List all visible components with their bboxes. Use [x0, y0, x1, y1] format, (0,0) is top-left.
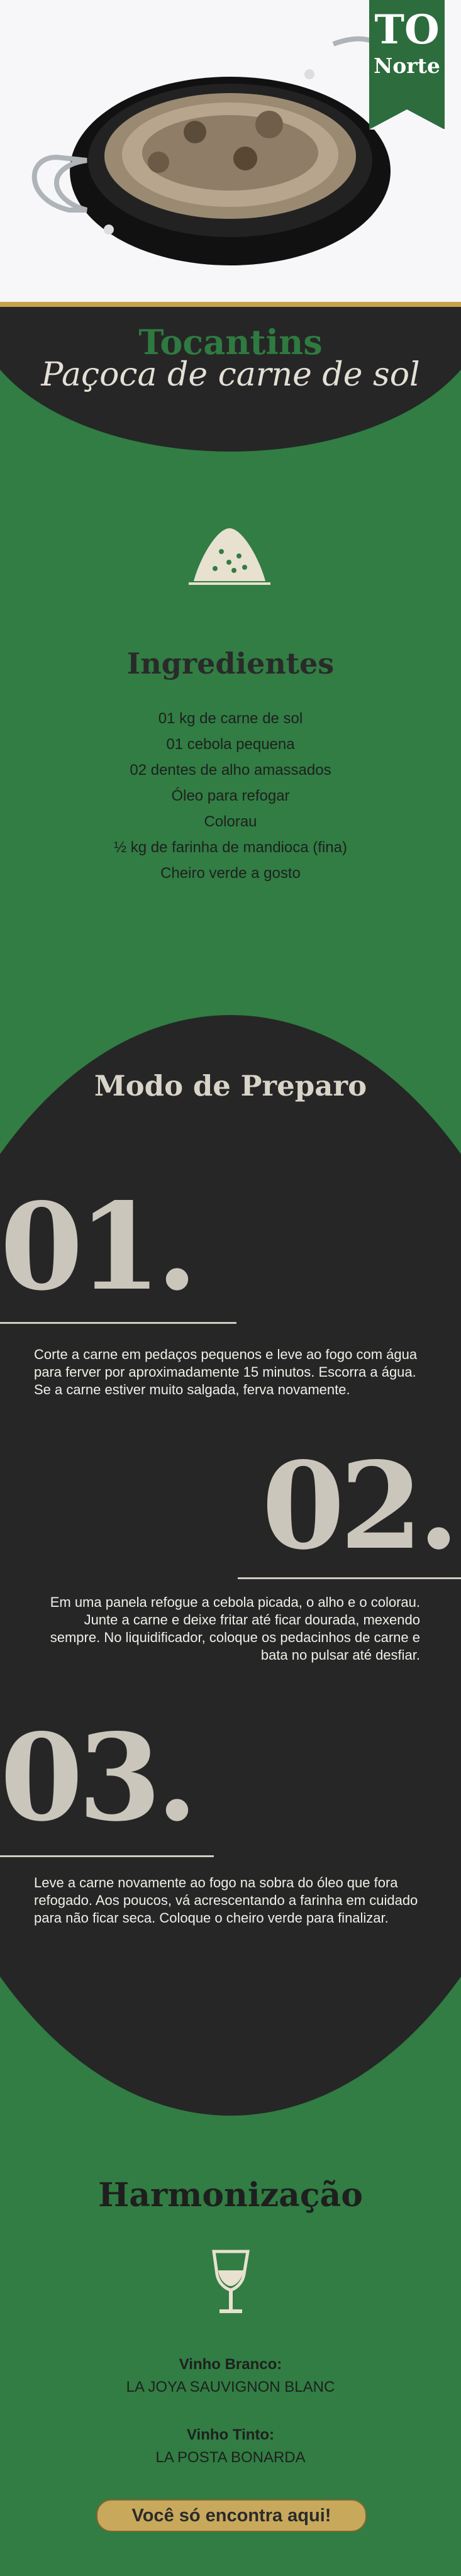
- badge-line-1: TO: [374, 6, 440, 53]
- step-number: 02.: [262, 1436, 455, 1576]
- step-rule: [0, 1855, 214, 1857]
- ingredients-list: [0, 706, 461, 886]
- ingredient-item: ½ kg de farinha de mandioca (fina): [114, 839, 347, 856]
- cta-button[interactable]: Você só encontra aqui!: [96, 2499, 367, 2532]
- badge-line-2: Norte: [374, 53, 440, 78]
- wine-glass-icon: [209, 2248, 253, 2317]
- pairing-title: Harmonização: [98, 2176, 363, 2214]
- ingredient-item: 01 cebola pequena: [166, 736, 295, 753]
- ingredients-icon: [182, 523, 277, 591]
- white-wine-label: Vinho Branco:: [179, 2356, 282, 2373]
- ingredients-title: Ingredientes: [126, 647, 335, 680]
- divider: [0, 302, 461, 307]
- step-text: Corte a carne em pedaços pequenos e leve ao fogo com água para ferver por aproximadamente 15 minutos. Escorra a água. Se a carne estiver muito salgada, ferva novamente.: [34, 1346, 418, 1397]
- ingredient-item: 02 dentes de alho amassados: [130, 762, 331, 779]
- dish-title: Paçoca de carne de sol: [41, 356, 420, 394]
- red-wine: LA POSTA BONARDA: [155, 2449, 306, 2466]
- step-number: 01.: [0, 1177, 193, 1317]
- region-title: Tocantins: [138, 322, 323, 362]
- white-wine: LA JOYA SAUVIGNON BLANC: [126, 2379, 335, 2396]
- step-text: Leve a carne novamente ao fogo na sobra do óleo que fora refogado. Aos poucos, vá acrescentando a farinha em cuidado para não ficar seca. Coloque o cheiro verde para finalizar.: [34, 1875, 418, 1926]
- prep-title: Modo de Preparo: [94, 1069, 367, 1102]
- step-rule: [0, 1322, 236, 1324]
- step-number: 03.: [0, 1707, 193, 1848]
- region-badge: [369, 0, 445, 129]
- ingredient-item: Cheiro verde a gosto: [160, 865, 301, 882]
- ingredient-item: 01 kg de carne de sol: [158, 710, 303, 727]
- step-rule: [238, 1577, 461, 1579]
- step-text: Em uma panela refogue a cebola picada, o alho e o colorau. Junte a carne e deixe fritar até ficar dourada, mexendo sempre. No liquidificador, coloque os pedacinhos de carne e bata no pulsar até desfiar.: [50, 1594, 420, 1663]
- red-wine-label: Vinho Tinto:: [186, 2426, 275, 2443]
- ingredient-item: Óleo para refogar: [171, 787, 290, 804]
- ingredient-item: Colorau: [204, 813, 257, 830]
